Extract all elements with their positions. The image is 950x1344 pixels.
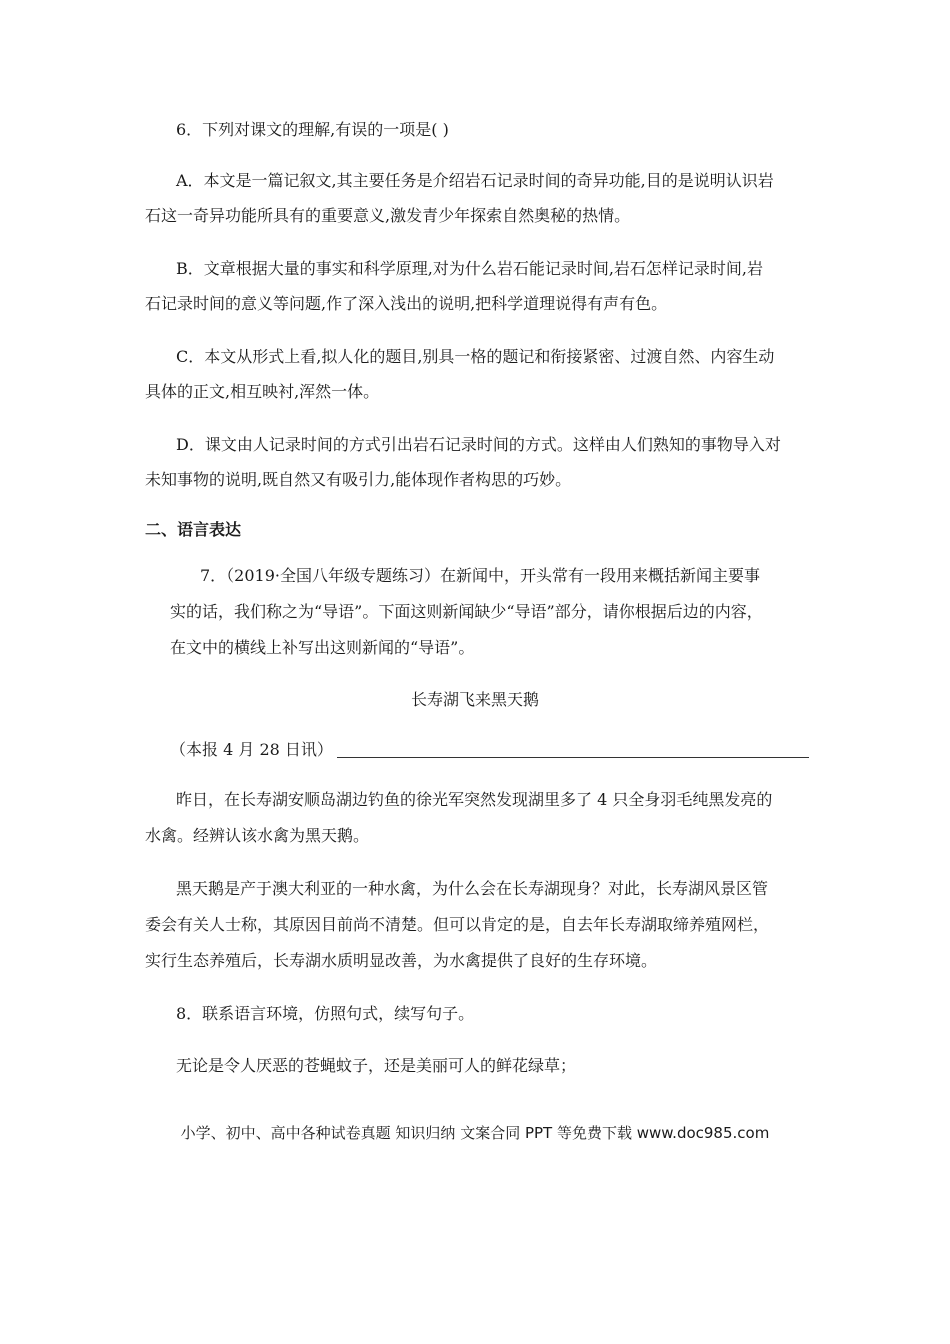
q8-stem: 8．联系语言环境，仿照句式，续写句子。 [176,1004,475,1023]
q6-option-d-line2: 未知事物的说明,既自然又有吸引力,能体现作者构思的巧妙。 [145,470,572,489]
news-p1-line2: 水禽。经辨认该水禽为黑天鹅。 [145,826,370,845]
q7-stem-line3: 在文中的横线上补写出这则新闻的“导语”。 [170,638,475,657]
news-title: 长寿湖飞来黑天鹅 [410,690,539,709]
news-p2-line2: 委会有关人士称，其原因目前尚不清楚。但可以肯定的是，自去年长寿湖取缔养殖网栏， [145,915,770,934]
section-title: 二、语言表达 [145,520,242,539]
q8-line1: 无论是令人厌恶的苍蝇蚊子，还是美丽可人的鲜花绿草； [176,1056,577,1075]
news-p1-line1: 昨日，在长寿湖安顺岛湖边钓鱼的徐光军突然发现湖里多了 4 只全身羽毛纯黑发亮的 [176,790,773,809]
q6-option-b-line1: B．文章根据大量的事实和科学原理,对为什么岩石能记录时间,岩石怎样记录时间,岩 [176,259,764,278]
news-p2-line3: 实行生态养殖后，长寿湖水质明显改善，为水禽提供了良好的生存环境。 [145,951,658,970]
q6-option-a-line2: 石这一奇异功能所具有的重要意义,激发青少年探索自然奥秘的热情。 [145,206,631,225]
answer-blank[interactable] [337,741,809,758]
dateline-text: （本报 4 月 28 日讯） [170,740,333,759]
news-p2-line1: 黑天鹅是产于澳大利亚的一种水禽，为什么会在长寿湖现身？对此，长寿湖风景区管 [176,879,769,898]
footer-text: 小学、初中、高中各种试卷真题 知识归纳 文案合同 PPT 等免费下载 www.doc985.com [180,1124,770,1142]
q7-stem-line2: 实的话，我们称之为“导语”。下面这则新闻缺少“导语”部分，请你根据后边的内容， [170,602,763,621]
q6-option-a-line1: A．本文是一篇记叙文,其主要任务是介绍岩石记录时间的奇异功能,目的是说明认识岩 [176,171,774,190]
q6-stem: 6．下列对课文的理解,有误的一项是( ) [176,120,449,139]
news-dateline [170,739,809,761]
q6-option-c-line1: C．本文从形式上看,拟人化的题目,别具一格的题记和衔接紧密、过渡自然、内容生动 [176,347,775,366]
q7-stem-line1: 7．（2019·全国八年级专题练习）在新闻中，开头常有一段用来概括新闻主要事 [200,566,760,585]
q6-option-c-line2: 具体的正文,相互映衬,浑然一体。 [145,382,380,401]
q6-option-b-line2: 石记录时间的意义等问题,作了深入浅出的说明,把科学道理说得有声有色。 [145,294,668,313]
q6-option-d-line1: D．课文由人记录时间的方式引出岩石记录时间的方式。这样由人们熟知的事物导入对 [176,435,781,454]
